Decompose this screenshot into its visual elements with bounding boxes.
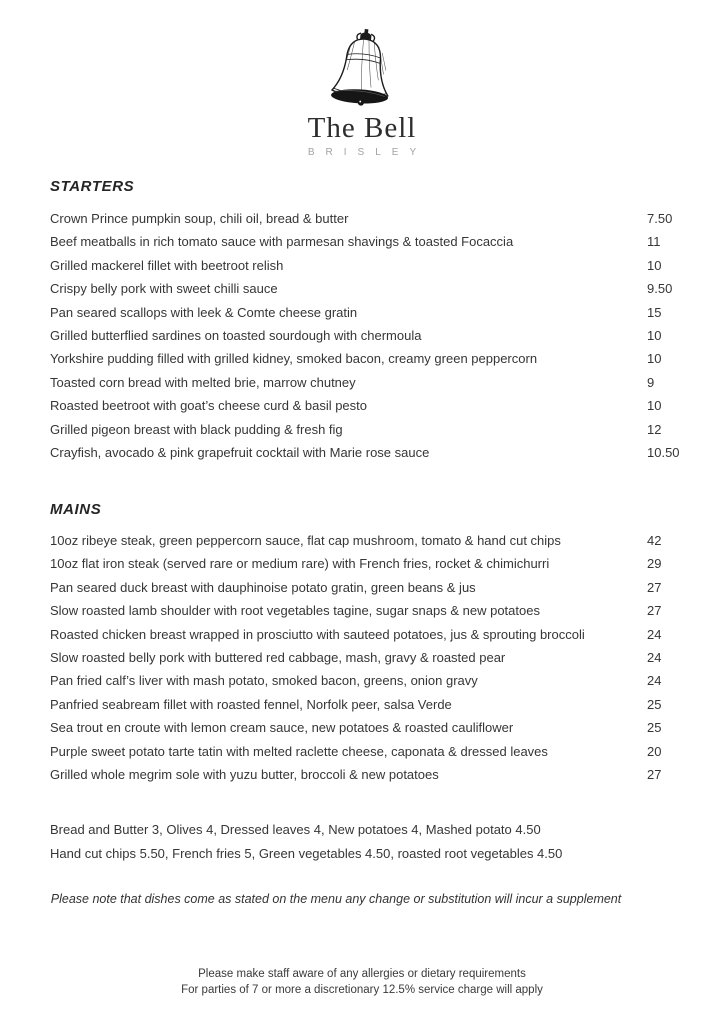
menu-item-row [50, 552, 674, 575]
sides-list [50, 818, 562, 866]
dish-price: 27 [647, 603, 662, 619]
menu-item-row [50, 763, 674, 786]
menu-item-row [50, 230, 674, 253]
dish-price: 10 [647, 351, 662, 367]
dish-name: Crayfish, avocado & pink grapefruit cocktail with Marie rose sauce [50, 444, 430, 460]
starters-list [50, 207, 680, 464]
footer-notes [0, 967, 724, 998]
dish-price: 10.50 [647, 444, 680, 460]
menu-item-row [50, 301, 674, 324]
menu-item-row [50, 646, 674, 669]
dish-price: 11 [647, 234, 661, 250]
dish-name: Pan seared duck breast with dauphinoise potato gratin, green beans & jus [50, 579, 476, 595]
dish-price: 25 [647, 696, 662, 712]
menu-item-row [50, 716, 674, 739]
supplement-note: Please note that dishes come as stated on the menu any change or substitution will incur a supplement [50, 892, 622, 906]
restaurant-name: The Bell [307, 112, 417, 144]
dish-price: 27 [647, 766, 662, 782]
starters-heading: STARTERS [50, 178, 135, 195]
dish-name: Roasted beetroot with goat’s cheese curd & basil pesto [50, 398, 368, 414]
menu-item-row [50, 394, 674, 417]
dish-name: Slow roasted lamb shoulder with root vegetables tagine, sugar snaps & new potatoes [50, 603, 540, 619]
dish-price: 10 [647, 398, 662, 414]
menu-item-row [50, 441, 680, 464]
dish-name: Grilled butterflied sardines on toasted sourdough with chermoula [50, 327, 422, 343]
menu-item-row [50, 347, 674, 370]
dish-price: 42 [647, 533, 662, 548]
dish-price: 29 [647, 556, 662, 572]
dish-name: Sea trout en croute with lemon cream sauce, new potatoes & roasted cauliflower [50, 720, 514, 736]
menu-item-row [50, 418, 674, 441]
dish-price: 9 [647, 374, 655, 390]
dish-name: Beef meatballs in rich tomato sauce with parmesan shavings & toasted Focaccia [50, 234, 514, 250]
menu-item-row [50, 529, 674, 552]
dish-price: 27 [647, 579, 662, 595]
dish-name: Roasted chicken breast wrapped in prosciutto with sauteed potatoes, jus & sprouting broccoli [50, 626, 585, 642]
dish-name: Yorkshire pudding filled with grilled kidney, smoked bacon, creamy green peppercorn [50, 351, 538, 367]
menu-item-row [50, 324, 674, 347]
dish-price: 9.50 [647, 281, 673, 297]
dish-price: 24 [647, 673, 662, 689]
sides-line: Bread and Butter 3, Olives 4, Dressed leaves 4, New potatoes 4, Mashed potato 4.50 [50, 822, 541, 837]
logo-block [0, 27, 724, 159]
dish-price: 20 [647, 743, 662, 759]
dish-name: Toasted corn bread with melted brie, marrow chutney [50, 374, 356, 390]
dish-name: Pan seared scallops with leek & Comte cheese gratin [50, 304, 358, 320]
menu-item-row [50, 277, 674, 300]
footer-line: For parties of 7 or more a discretionary 12.5% service charge will apply [181, 983, 543, 996]
menu-item-row [50, 693, 674, 716]
dish-name: Slow roasted belly pork with buttered red cabbage, mash, gravy & roasted pear [50, 649, 506, 665]
dish-price: 12 [647, 421, 662, 437]
footer-line: Please make staff aware of any allergies or dietary requirements [198, 968, 526, 980]
sides-line: Hand cut chips 5.50, French fries 5, Green vegetables 4.50, roasted root vegetables 4.50 [50, 846, 563, 861]
dish-price: 25 [647, 720, 662, 736]
dish-name: Crown Prince pumpkin soup, chili oil, bread & butter [50, 211, 349, 226]
menu-item-row [50, 371, 674, 394]
dish-price: 10 [647, 257, 662, 273]
dish-name: Grilled pigeon breast with black pudding & fresh fig [50, 421, 343, 437]
dish-name: Crispy belly pork with sweet chilli sauce [50, 281, 278, 297]
dish-name: Grilled mackerel fillet with beetroot relish [50, 257, 284, 273]
dish-price: 24 [647, 649, 662, 665]
dish-price: 24 [647, 626, 662, 642]
mains-heading: MAINS [50, 501, 102, 518]
dish-price: 15 [647, 304, 662, 320]
menu-item-row [50, 254, 674, 277]
dish-name: 10oz ribeye steak, green peppercorn sauce, flat cap mushroom, tomato & hand cut chips [50, 533, 561, 548]
menu-item-row [50, 623, 674, 646]
menu-item-row [50, 576, 674, 599]
menu-item-row [50, 207, 674, 230]
bell-icon [320, 27, 404, 113]
dish-name: Panfried seabream fillet with roasted fennel, Norfolk peer, salsa Verde [50, 696, 452, 712]
dish-name: Grilled whole megrim sole with yuzu butter, broccoli & new potatoes [50, 766, 439, 782]
dish-name: Purple sweet potato tarte tatin with melted raclette cheese, caponata & dressed leaves [50, 743, 548, 759]
menu-item-row [50, 669, 674, 692]
dish-name: Pan fried calf’s liver with mash potato, smoked bacon, greens, onion gravy [50, 673, 478, 689]
dish-name: 10oz flat iron steak (served rare or medium rare) with French fries, rocket & chimichurri [50, 556, 550, 572]
menu-item-row [50, 740, 674, 763]
menu-item-row [50, 599, 674, 622]
restaurant-location: BRISLEY [307, 147, 428, 158]
mains-list [50, 529, 674, 786]
dish-price: 10 [647, 327, 662, 343]
dish-price: 7.50 [647, 211, 673, 226]
